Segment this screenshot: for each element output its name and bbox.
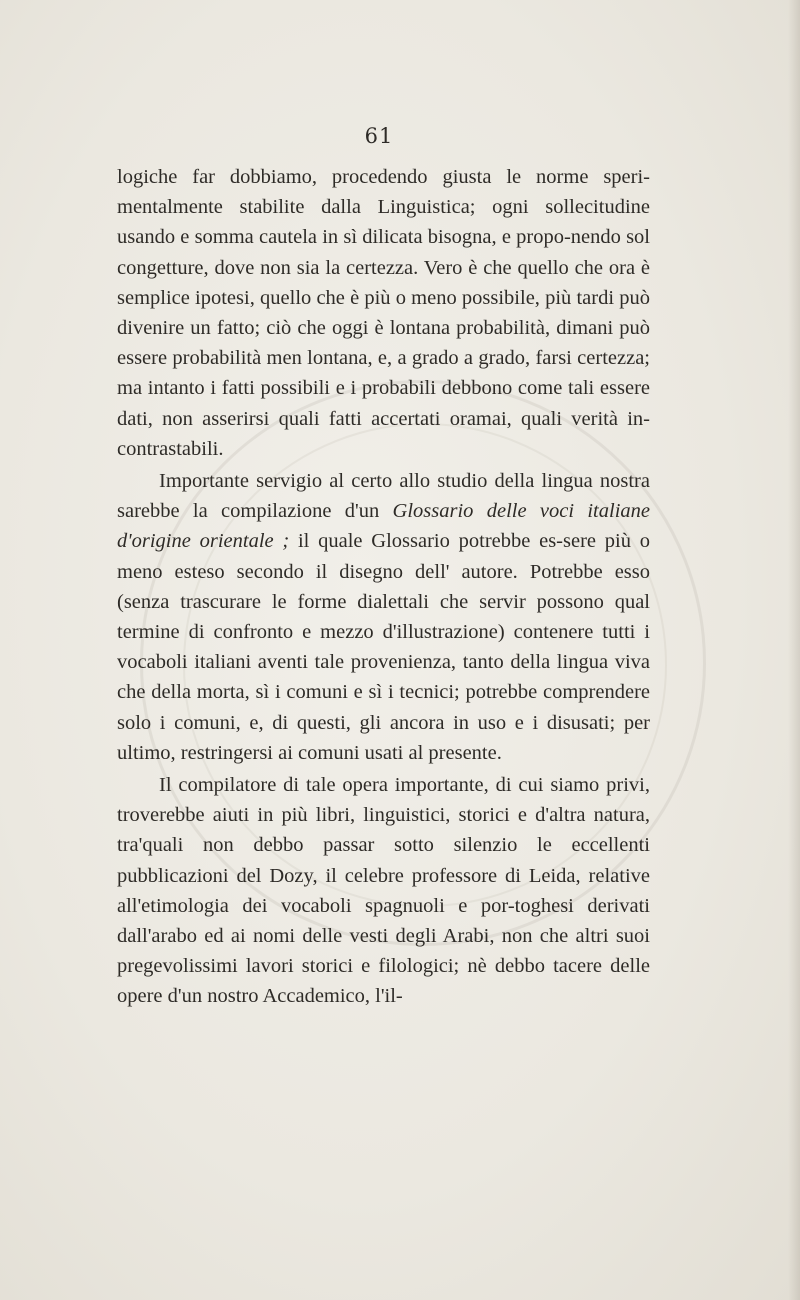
paragraph-text: Il compilatore di tale opera importante, di cui siamo privi, troverebbe aiuti in più libri, linguistici, storici e d'altra natura, tra'quali non debbo passar sotto silenzio le eccellenti pubblicazioni del Dozy, il celebre professore di Leida, relative all'etimologia dei vocaboli spagnuoli e por-toghesi derivati dall'arabo ed ai nomi delle vesti degli Arabi, non che altri suoi pregevolissimi lavori storici e filologici; nè debbo tacere delle opere d'un nostro Accademico, l'il- bbox=[117, 774, 650, 1008]
body-text bbox=[117, 162, 650, 1012]
paragraph bbox=[117, 162, 650, 464]
paragraph bbox=[117, 466, 650, 768]
italic-title: Glossario delle voci italiane d'origine orientale ; bbox=[117, 500, 650, 553]
page-number: 61 bbox=[364, 124, 394, 148]
paragraph-text: logiche far dobbiamo, procedendo giusta le norme speri-mentalmente stabilite dalla Linguistica; ogni sollecitudine usando e somma cautela in sì dilicata bisogna, e propo-nendo sol congetture, dove non sia la certezza. Vero è che quello che ora è semplice ipotesi, quello che è più o meno possibile, più tardi può divenire un fatto; ciò che oggi è lontana probabilità, dimani può essere probabilità men lontana, e, a grado a grado, farsi certezza; ma intanto i fatti possibili e i probabili debbono come tali essere dati, non asserirsi quali fatti accertati oramai, quali verità in-contrastabili. bbox=[117, 166, 650, 460]
page-edge-shadow bbox=[788, 0, 800, 1300]
paragraph-text: Importante servigio al certo allo studio della lingua nostra sarebbe la compilazione d'un bbox=[117, 470, 650, 523]
paragraph-text: il quale Glossario potrebbe es-sere più o meno esteso secondo il disegno dell' autore. Potrebbe esso (senza trascurare le forme dialettali che servir possono qual termine di confronto e mezzo d'illustrazione) contenere tutti i vocaboli italiani aventi tale provenienza, tanto della lingua viva che della morta, sì i comuni e sì i tecnici; potrebbe comprendere solo i comuni, e, di questi, gli ancora in uso e i disusati; per ultimo, restringersi ai comuni usati al presente. bbox=[117, 530, 650, 764]
paragraph bbox=[117, 770, 650, 1012]
